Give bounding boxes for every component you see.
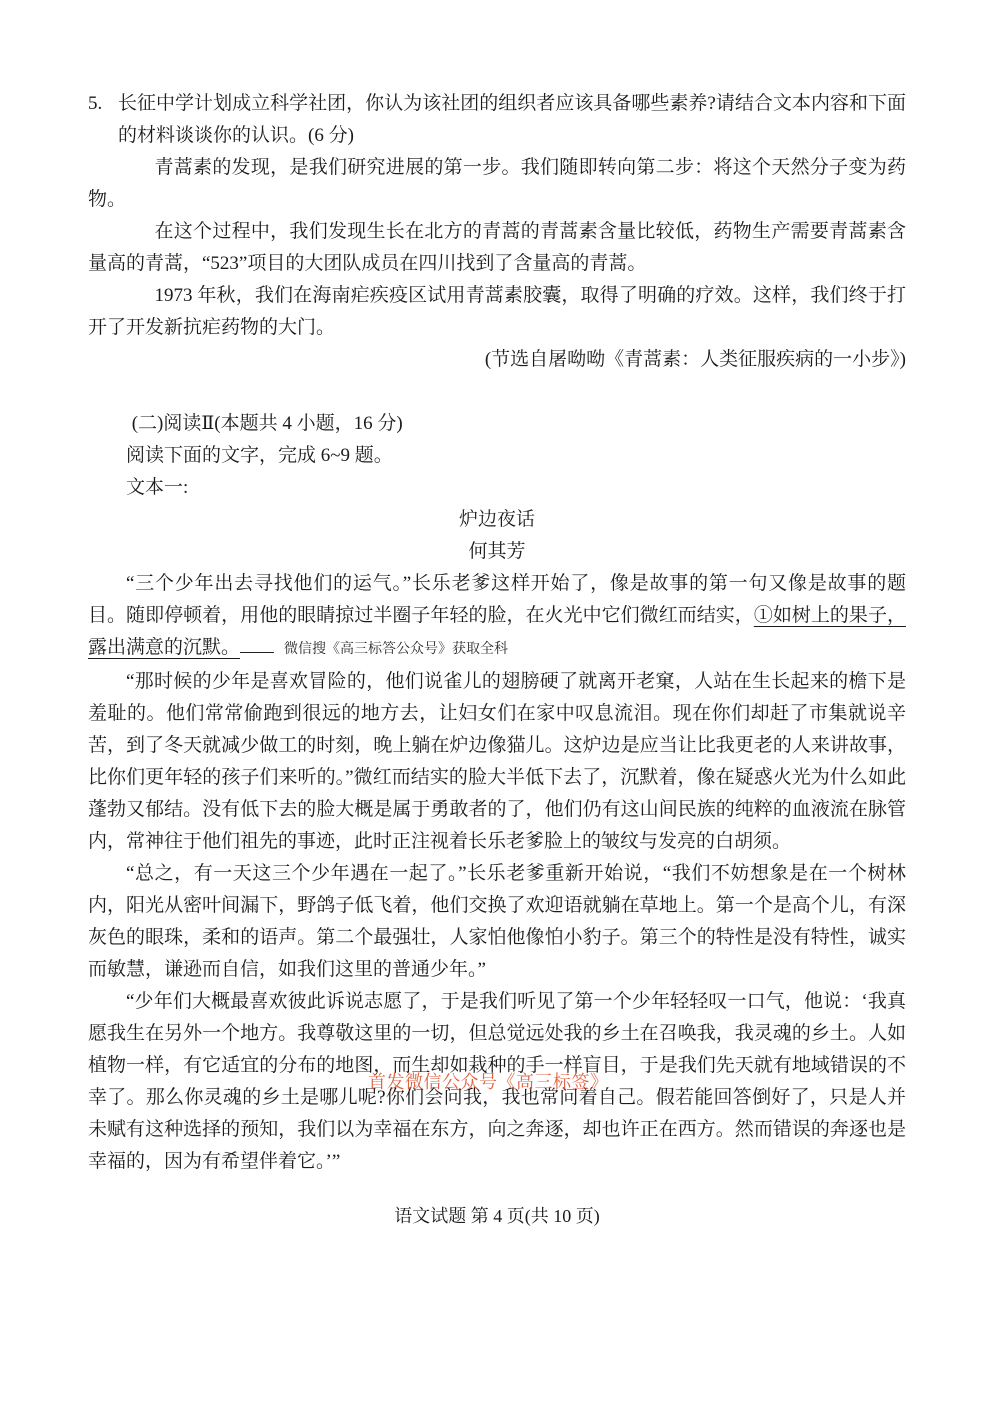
wechat-ad-note: 微信搜《高三标答公众号》获取全科 xyxy=(284,642,509,657)
essay-author: 何其芳 xyxy=(468,541,526,562)
essay-paragraph-4: “少年们大概最喜欢彼此诉说志愿了，于是我们听见了第一个少年轻轻叹一口气，他说：‘我真愿我生在另外一个地方。我尊敬这里的一切，但总觉远处我的乡土在召唤我，我灵魂的乡土。人如植物一样，有它适宜的分布的地图，而生却如栽种的手一样盲目，于是我们先天就有地域错误的不幸了。那么你灵魂的乡土是哪儿呢?你们会问我，我也常问着自己。假若能回答倒好了，只是人并未赋有这种选择的预知，我们以为幸福在东方，向之奔逐，却也许正在西方。然而错误的奔逐也是幸福的，因为有希望伴着它。’” xyxy=(88,991,906,1172)
essay-paragraph-3: “总之，有一天这三个少年遇在一起了。”长乐老爹重新开始说，“我们不妨想象是在一个树林内，阳光从密叶间漏下，野鸽子低飞着，他们交换了欢迎语就躺在草地上。第一个是高个儿，有深灰色的眼珠，柔和的语声。第二个最强壮，人家怕他像怕小豹子。第三个的特性是没有特性，诚实而敏慧，谦逊而自信，如我们这里的普通少年。” xyxy=(88,863,906,980)
essay-paragraph-2: “那时候的少年是喜欢冒险的，他们说雀儿的翅膀硬了就离开老窠，人站在生长起来的檐下是羞耻的。他们常常偷跑到很远的地方去，让妇女们在家中叹息流泪。现在你们却赶了市集就说辛苦，到了冬天就减少做工的时刻，晚上躺在炉边像猫儿。这炉边是应当让比我更老的人来讲故事，比你们更年轻的孩子们来听的。”微红而结实的脸大半低下去了，沉默着，像在疑惑火光为什么如此蓬勃又郁结。没有低下去的脸大概是属于勇敢者的了，他们仍有这山间民族的纯粹的血液流在脉管内，常神往于他们祖先的事迹，此时正注视着长乐老爹脸上的皱纹与发亮的白胡须。 xyxy=(88,671,906,852)
underline-blank-segment xyxy=(240,634,274,653)
underlined-sentence: ①如树上的果子，露出满意的沉默。 xyxy=(88,605,906,658)
essay-paragraph-1-text: “三个少年出去寻找他们的运气。”长乐老爹这样开始了，像是故事的第一句又像是故事的题目。随即停顿着，用他的眼睛掠过半圈子年轻的脸，在火光中它们微红而结实， xyxy=(88,573,906,626)
section-2-instruction: 阅读下面的文字，完成 6~9 题。 xyxy=(126,445,393,466)
material-paragraph-2: 在这个过程中，我们发现生长在北方的青蒿的青蒿素含量比较低，药物生产需要青蒿素含量高的青蒿，“523”项目的大团队成员在四川找到了含量高的青蒿。 xyxy=(88,221,906,274)
material-attribution: (节选自屠呦呦《青蒿素：人类征服疾病的一小步》) xyxy=(484,349,906,370)
material-paragraph-1: 青蒿素的发现，是我们研究进展的第一步。我们随即转向第二步：将这个天然分子变为药物。 xyxy=(88,157,906,210)
essay-title: 炉边夜话 xyxy=(458,509,535,530)
material-paragraph-3: 1973 年秋，我们在海南疟疾疫区试用青蒿素胶囊，取得了明确的疗效。这样，我们终于打开了开发新抗疟药物的大门。 xyxy=(88,285,906,338)
red-watermark-text: 首发微信公众号《高三标签》 xyxy=(368,1072,609,1092)
question-5-number: 5. xyxy=(88,93,103,114)
question-5-stem: 长征中学计划成立科学社团，你认为该社团的组织者应该具备哪些素养?请结合文本内容和下面的材料谈谈你的认识。(6 分) xyxy=(118,93,906,146)
question-5 xyxy=(88,88,906,152)
text-one-label: 文本一: xyxy=(126,477,189,498)
section-2-header: (二)阅读Ⅱ(本题共 4 小题，16 分) xyxy=(131,413,403,434)
page-footer: 语文试题 第 4 页(共 10 页) xyxy=(394,1206,600,1226)
essay-paragraph-1 xyxy=(88,568,906,666)
